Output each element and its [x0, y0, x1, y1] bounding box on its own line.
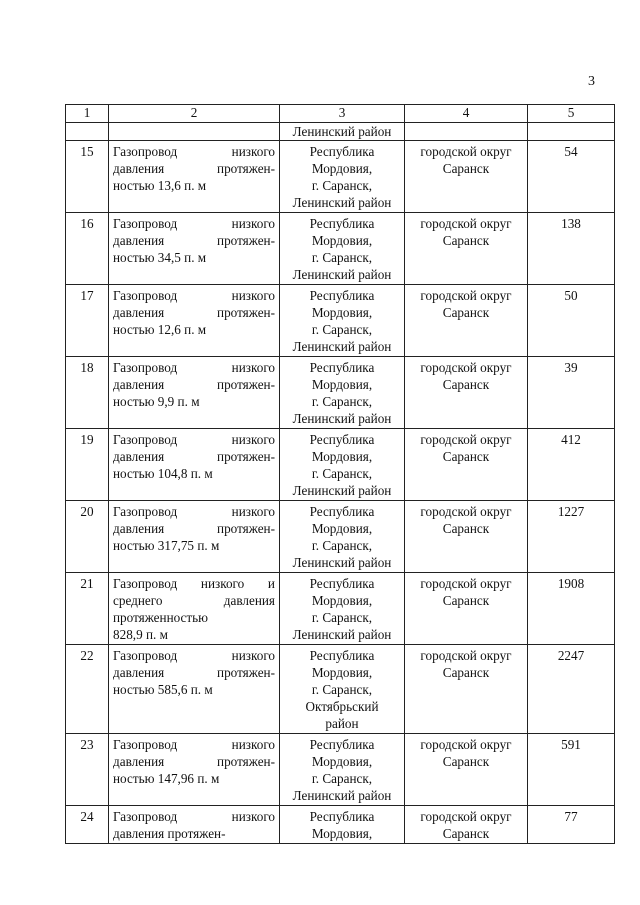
value-cell: 50 [528, 285, 615, 357]
header-col-2: 2 [109, 105, 280, 123]
municipality-line: городской округ [420, 576, 512, 591]
location-line: Республика [309, 432, 375, 447]
location-line: г. Саранск, [311, 466, 373, 481]
cont-cell-4 [405, 123, 528, 141]
value-cell: 54 [528, 141, 615, 213]
location-line: Мордовия, [311, 305, 373, 320]
municipality-line: городской округ [420, 288, 512, 303]
location-cell [280, 285, 405, 357]
property-register-table [65, 104, 615, 844]
municipality-cell [405, 213, 528, 285]
row-number-cell: 16 [66, 213, 109, 285]
municipality-cell [405, 357, 528, 429]
header-col-5: 5 [528, 105, 615, 123]
municipality-line: Саранск [442, 754, 490, 769]
location-line: Ленинский район [292, 483, 392, 498]
row-number-cell: 22 [66, 645, 109, 734]
header-col-1: 1 [66, 105, 109, 123]
row-number-cell: 24 [66, 806, 109, 844]
location-cell [280, 213, 405, 285]
municipality-cell [405, 806, 528, 844]
location-line: Мордовия, [311, 665, 373, 680]
object-name-line: Газопровод низкого [113, 737, 275, 752]
municipality-line: городской округ [420, 648, 512, 663]
object-name-cell [109, 573, 280, 645]
object-name-line: Газопровод низкого [113, 504, 275, 519]
object-name-cell [109, 429, 280, 501]
location-cell [280, 645, 405, 734]
location-line: Ленинский район [292, 411, 392, 426]
value-cell: 412 [528, 429, 615, 501]
location-cell [280, 573, 405, 645]
object-name-line: давления протяжен- [113, 665, 275, 680]
value-cell: 39 [528, 357, 615, 429]
cont-location-cell: Ленинский район [280, 123, 405, 141]
municipality-line: городской округ [420, 144, 512, 159]
table-row [66, 357, 615, 429]
municipality-cell [405, 645, 528, 734]
cont-cell-1 [66, 123, 109, 141]
object-name-cell [109, 213, 280, 285]
table-row [66, 573, 615, 645]
object-name-line: ностью 585,6 п. м [113, 682, 213, 697]
location-line: Мордовия, [311, 161, 373, 176]
object-name-cell [109, 734, 280, 806]
object-name-line: Газопровод низкого [113, 360, 275, 375]
location-line: Республика [309, 648, 375, 663]
object-name-line: ностью 147,96 п. м [113, 771, 220, 786]
value-cell: 138 [528, 213, 615, 285]
table-row [66, 285, 615, 357]
location-line: г. Саранск, [311, 538, 373, 553]
value-cell: 1908 [528, 573, 615, 645]
location-line: г. Саранск, [311, 394, 373, 409]
table-row [66, 734, 615, 806]
value-cell: 591 [528, 734, 615, 806]
object-name-line: Газопровод низкого [113, 648, 275, 663]
object-name-line: ностью 12,6 п. м [113, 322, 207, 337]
row-number-cell: 20 [66, 501, 109, 573]
object-name-cell [109, 501, 280, 573]
continuation-row [66, 123, 615, 141]
location-line: Мордовия, [311, 377, 373, 392]
location-cell [280, 141, 405, 213]
location-line: Ленинский район [292, 339, 392, 354]
object-name-cell [109, 285, 280, 357]
object-name-line: давления протяжен- [113, 449, 275, 464]
object-name-cell [109, 357, 280, 429]
location-line: г. Саранск, [311, 682, 373, 697]
table-row [66, 141, 615, 213]
object-name-line: давления протяжен- [113, 161, 275, 176]
object-name-line: среднего давления [113, 593, 275, 608]
location-line: г. Саранск, [311, 771, 373, 786]
location-line: Ленинский район [292, 627, 392, 642]
value-cell: 2247 [528, 645, 615, 734]
row-number-cell: 15 [66, 141, 109, 213]
header-col-4: 4 [405, 105, 528, 123]
municipality-line: Саранск [442, 593, 490, 608]
location-line: Республика [309, 809, 375, 824]
object-name-line: Газопровод низкого и [113, 576, 275, 591]
object-name-line: давления протяжен- [113, 377, 275, 392]
location-line: Ленинский район [292, 195, 392, 210]
row-number-cell: 23 [66, 734, 109, 806]
location-line: Мордовия, [311, 754, 373, 769]
location-line: Республика [309, 504, 375, 519]
municipality-line: Саранск [442, 377, 490, 392]
object-name-line: ностью 317,75 п. м [113, 538, 220, 553]
location-line: Мордовия, [311, 593, 373, 608]
municipality-line: городской округ [420, 360, 512, 375]
municipality-line: Саранск [442, 161, 490, 176]
table-row [66, 213, 615, 285]
municipality-line: Саранск [442, 826, 490, 841]
object-name-line: Газопровод низкого [113, 288, 275, 303]
location-line: Республика [309, 737, 375, 752]
location-cell [280, 734, 405, 806]
location-line: Мордовия, [311, 449, 373, 464]
table-row [66, 501, 615, 573]
location-line: Республика [309, 144, 375, 159]
object-name-line: ностью 13,6 п. м [113, 178, 207, 193]
location-cell [280, 357, 405, 429]
row-number-cell: 17 [66, 285, 109, 357]
municipality-line: городской округ [420, 504, 512, 519]
object-name-line: протяженностью [113, 610, 209, 625]
cont-cell-5 [528, 123, 615, 141]
cont-cell-2 [109, 123, 280, 141]
municipality-cell [405, 734, 528, 806]
header-col-3: 3 [280, 105, 405, 123]
municipality-cell [405, 501, 528, 573]
municipality-line: Саранск [442, 449, 490, 464]
object-name-line: давления протяжен- [113, 305, 275, 320]
object-name-line: ностью 104,8 п. м [113, 466, 213, 481]
object-name-line: ностью 9,9 п. м [113, 394, 200, 409]
municipality-line: Саранск [442, 233, 490, 248]
location-cell [280, 501, 405, 573]
municipality-cell [405, 573, 528, 645]
object-name-line: Газопровод низкого [113, 809, 275, 824]
municipality-cell [405, 285, 528, 357]
location-line: г. Саранск, [311, 322, 373, 337]
object-name-line: давления протяжен- [113, 521, 275, 536]
municipality-cell [405, 141, 528, 213]
location-line: Мордовия, [311, 521, 373, 536]
location-line: Республика [309, 288, 375, 303]
object-name-line: давления протяжен- [113, 233, 275, 248]
location-line: Октябрьский [305, 699, 379, 714]
location-line: г. Саранск, [311, 250, 373, 265]
location-line: район [325, 716, 359, 731]
object-name-line: давления протяжен- [113, 826, 226, 841]
location-cell [280, 429, 405, 501]
location-line: Ленинский район [292, 788, 392, 803]
table-row [66, 806, 615, 844]
column-number-header-row [66, 105, 615, 123]
municipality-line: городской округ [420, 432, 512, 447]
location-line: Ленинский район [292, 267, 392, 282]
municipality-cell [405, 429, 528, 501]
object-name-line: 828,9 п. м [113, 627, 168, 642]
object-name-line: Газопровод низкого [113, 216, 275, 231]
location-line: Республика [309, 216, 375, 231]
municipality-line: Саранск [442, 305, 490, 320]
location-line: Республика [309, 360, 375, 375]
row-number-cell: 19 [66, 429, 109, 501]
value-cell: 1227 [528, 501, 615, 573]
table-row [66, 429, 615, 501]
object-name-cell [109, 645, 280, 734]
object-name-line: давления протяжен- [113, 754, 275, 769]
object-name-line: ностью 34,5 п. м [113, 250, 207, 265]
location-line: Ленинский район [292, 555, 392, 570]
object-name-cell [109, 141, 280, 213]
municipality-line: городской округ [420, 737, 512, 752]
object-name-line: Газопровод низкого [113, 144, 275, 159]
table-row [66, 645, 615, 734]
object-name-line: Газопровод низкого [113, 432, 275, 447]
location-line: Мордовия, [311, 826, 373, 841]
location-line: г. Саранск, [311, 178, 373, 193]
municipality-line: Саранск [442, 521, 490, 536]
location-line: г. Саранск, [311, 610, 373, 625]
municipality-line: Саранск [442, 665, 490, 680]
value-cell: 77 [528, 806, 615, 844]
location-line: Республика [309, 576, 375, 591]
row-number-cell: 18 [66, 357, 109, 429]
object-name-cell [109, 806, 280, 844]
municipality-line: городской округ [420, 216, 512, 231]
location-cell [280, 806, 405, 844]
location-line: Мордовия, [311, 233, 373, 248]
row-number-cell: 21 [66, 573, 109, 645]
page-number: 3 [588, 74, 595, 89]
municipality-line: городской округ [420, 809, 512, 824]
